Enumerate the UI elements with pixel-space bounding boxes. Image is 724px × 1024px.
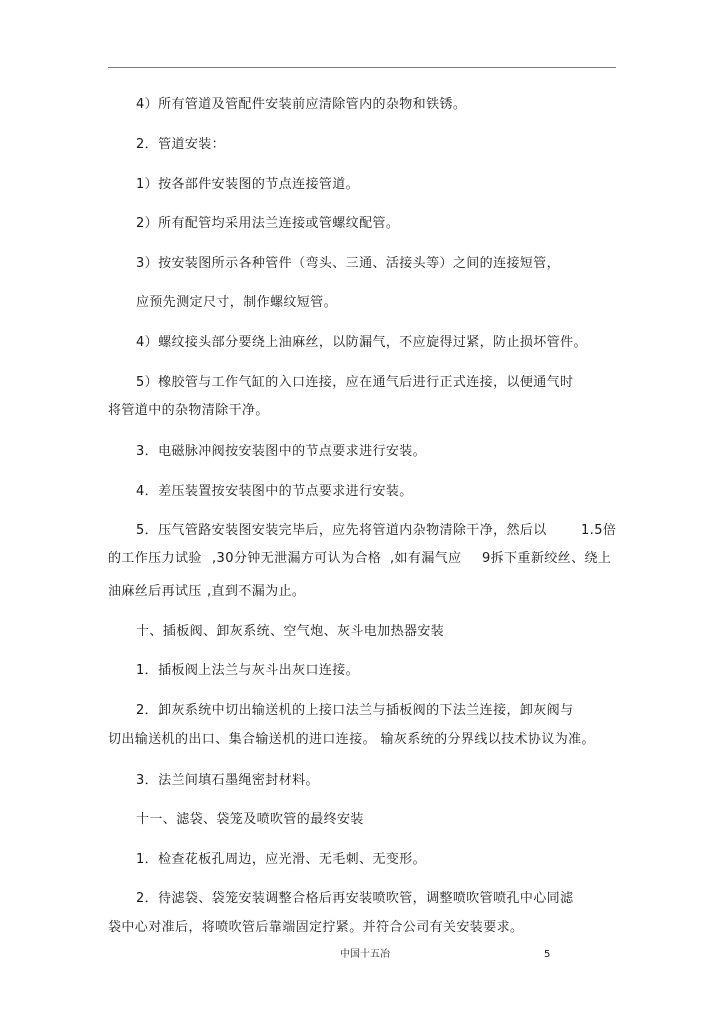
text-line-12b: 1.5倍 — [581, 523, 617, 538]
text-line-14b: ,直到不漏为止。 — [207, 584, 306, 599]
footer-company: 中国十五冶 — [340, 949, 390, 960]
text-line-13c: ,如有漏气应 — [390, 551, 462, 566]
text-line-7: 4）螺纹接头部分要绕上油麻丝，以防漏气，不应旋得过紧，防止损坏管件。 — [136, 335, 587, 350]
text-line-10: 3．电磁脉冲阀按安装图中的节点要求进行安装。 — [136, 444, 427, 459]
text-line-14a: 油麻丝后再试压 — [108, 584, 202, 599]
text-line-1: 4）所有管道及管配件安装前应清除管内的杂物和铁锈。 — [136, 97, 467, 112]
text-line-18: 切出输送机的出口、集合输送机的进口连接。 输灰系统的分界线以技术协议为准。 — [108, 732, 595, 747]
footer-page-number: 5 — [544, 949, 551, 960]
text-line-5: 3）按安装图所示各种管件（弯头、三通、活接头等）之间的连接短管， — [136, 256, 561, 271]
text-line-9: 将管道中的杂物清除干净。 — [108, 403, 269, 418]
text-line-19: 3．法兰间填石墨绳密封材料。 — [136, 773, 319, 788]
text-line-23: 袋中心对准后，将喷吹管后靠端固定拧紧。并符合公司有关安装要求。 — [108, 920, 524, 935]
text-line-16: 1．插板阀上法兰与灰斗出灰口连接。 — [136, 663, 360, 678]
header-rule — [108, 67, 616, 68]
text-line-17: 2．卸灰系统中切出输送机的上接口法兰与插板阀的下法兰连接，卸灰阀与 — [136, 703, 574, 718]
text-line-13b: ,30分钟无泄漏方可认为合格 — [212, 551, 382, 566]
text-line-11: 4．差压装置按安装图中的节点要求进行安装。 — [136, 484, 413, 499]
text-line-22: 2．待滤袋、袋笼安装调整合格后再安装喷吹管，调整喷吹管喷孔中心同滤 — [136, 891, 574, 906]
text-line-2: 2．管道安装： — [136, 137, 226, 152]
text-line-3: 1）按各部件安装图的节点连接管道。 — [136, 177, 360, 192]
text-line-6: 应预先测定尺寸，制作螺纹短管。 — [136, 295, 338, 310]
text-line-4: 2）所有配管均采用法兰连接或管螺纹配管。 — [136, 216, 400, 231]
text-line-13d: 9拆下重新绞丝、绕上 — [482, 551, 612, 566]
text-line-13a: 的工作压力试验 — [108, 551, 202, 566]
section-heading-10: 十、插板阀、卸灰系统、空气炮、灰斗电加热器安装 — [136, 624, 445, 639]
section-heading-11: 十一、滤袋、袋笼及喷吹管的最终安装 — [136, 812, 364, 827]
text-line-12: 5．压气管路安装图安装完毕后，应先将管道内杂物清除干净，然后以 — [136, 523, 547, 538]
text-line-21: 1．检查花板孔周边，应光滑、无毛刺、无变形。 — [136, 852, 427, 867]
text-line-8: 5）橡胶管与工作气缸的入口连接，应在通气后进行正式连接，以便通气时 — [136, 375, 574, 390]
